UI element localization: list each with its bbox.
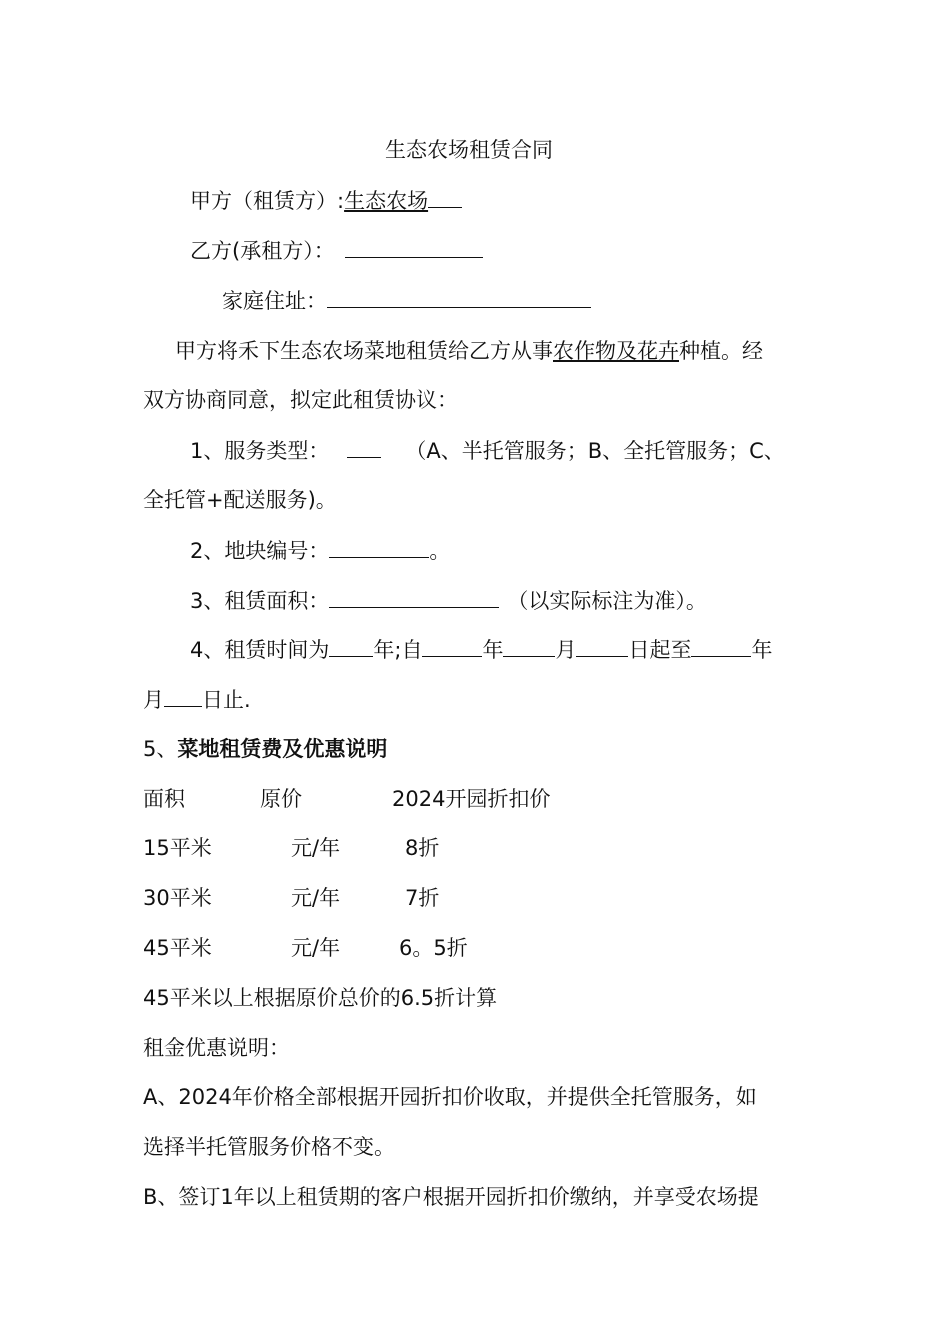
intro-text-end: 种植。经 [679,339,763,363]
item-1-line [190,435,785,466]
table-row [143,933,843,963]
end-year-blank[interactable] [691,634,751,657]
item-2-line [190,535,450,566]
header-price: 原价 [260,787,302,811]
item-2-end: 。 [429,539,451,563]
item-4-text: 年;自 [373,638,423,662]
section-5-number: 5、 [143,737,178,761]
party-a-line [190,185,462,216]
item-3-note: （以实际标注为准）。 [507,589,707,613]
address-blank[interactable] [327,285,591,308]
party-a-value: 生态农场 [344,189,429,213]
note-above-45: 45平米以上根据原价总价的6.5折计算 [143,986,498,1010]
item-1-options: （A、半托管服务；B、全托管服务；C、 [405,439,785,463]
row-discount: 8折 [405,836,440,860]
row-discount: 7折 [405,886,440,910]
header-area: 面积 [143,787,185,811]
row-price: 元/年 [291,836,341,860]
service-type-blank[interactable] [347,435,381,458]
item-4-line-2 [143,684,251,715]
item-4-line [190,634,772,665]
item-4-text: 年 [751,638,773,662]
intro-underlined: 农作物及花卉 [553,339,679,363]
item-4-text: 日止. [202,688,251,712]
item-1-line-2: 全托管+配送服务)。 [143,488,337,512]
party-b-label: 乙方(承租方）： [190,239,335,263]
item-2-label: 2、地块编号： [190,539,330,563]
start-month-blank[interactable] [503,634,555,657]
item-4-text: 年 [482,638,504,662]
row-area: 30平米 [143,886,212,910]
row-price: 元/年 [291,936,341,960]
section-5-heading [143,734,387,764]
end-month-day-blank[interactable] [164,684,202,707]
clause-b-line-1: B、签订1年以上租赁期的客户根据开园折扣价缴纳，并享受农场提 [143,1185,759,1209]
term-years-blank[interactable] [329,634,373,657]
item-4-text: 月 [143,688,164,712]
row-discount: 6。5折 [399,936,468,960]
intro-text: 甲方将禾下生态农场菜地租赁给乙方从事 [175,339,553,363]
party-a-label: 甲方（租赁方）: [190,189,345,213]
start-day-blank[interactable] [576,634,628,657]
row-area: 15平米 [143,836,212,860]
table-row [143,883,843,913]
party-b-blank[interactable] [345,235,483,258]
row-area: 45平米 [143,936,212,960]
item-4-text: 4、租赁时间为 [190,638,330,662]
section-5-title: 菜地租赁费及优惠说明 [177,737,388,761]
item-3-label: 3、租赁面积： [190,589,330,613]
party-a-blank[interactable] [428,185,462,208]
item-4-text: 日起至 [628,638,692,662]
address-label: 家庭住址： [222,289,327,313]
row-price: 元/年 [291,886,341,910]
clause-a-line-1: A、2024年价格全部根据开园折扣价收取，并提供全托管服务，如 [143,1085,757,1109]
item-1-label: 1、服务类型： [190,439,330,463]
item-4-text: 月 [555,638,577,662]
party-b-line [190,235,483,266]
start-year-blank[interactable] [422,634,482,657]
area-blank[interactable] [329,585,499,608]
item-3-line [190,585,707,616]
price-table-header [143,784,843,814]
address-line [222,285,591,316]
table-row [143,833,843,863]
intro-line-1 [175,336,763,366]
header-discount: 2024开园折扣价 [392,787,551,811]
clause-a-line-2: 选择半托管服务价格不变。 [143,1135,395,1159]
plot-number-blank[interactable] [329,535,429,558]
intro-line-2: 双方协商同意，拟定此租赁协议： [143,388,458,412]
discount-title: 租金优惠说明： [143,1036,290,1060]
document-title: 生态农场租赁合同 [385,138,553,162]
